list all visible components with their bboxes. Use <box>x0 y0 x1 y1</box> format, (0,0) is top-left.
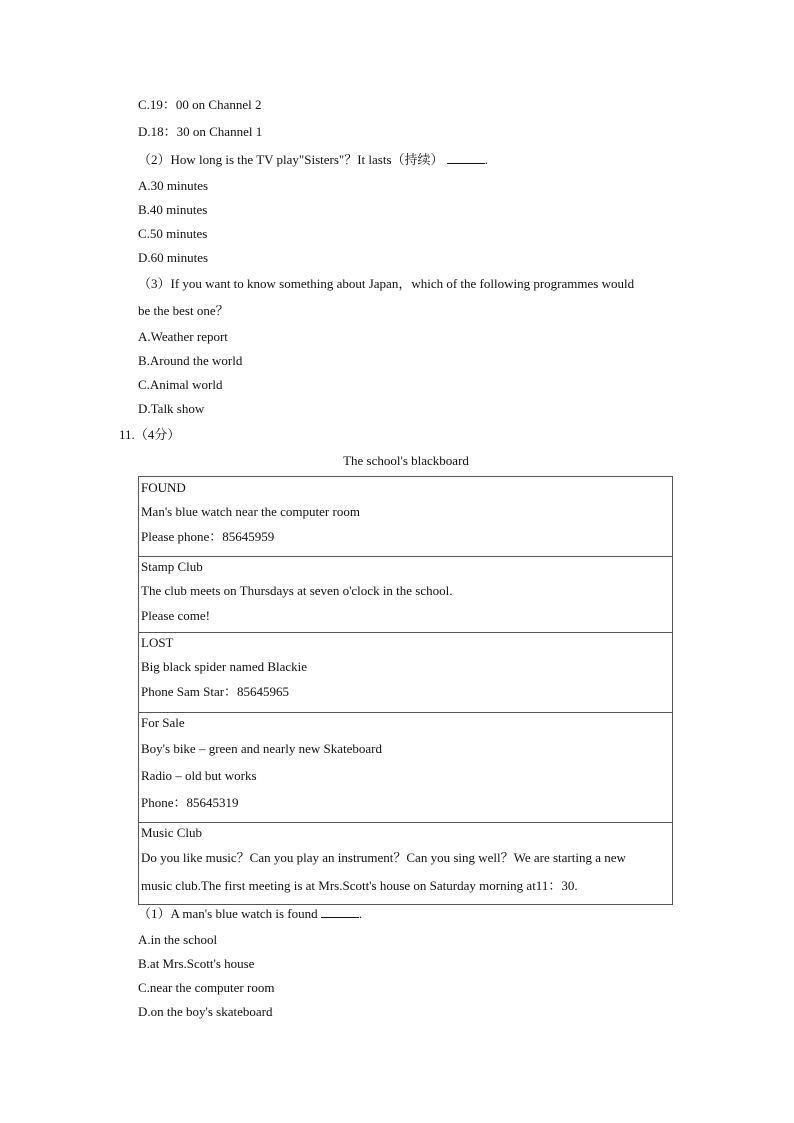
q10-sub2-option-c: C.50 minutes <box>138 226 208 241</box>
q10-sub2-stem <box>138 152 488 168</box>
notice-line: Man's blue watch near the computer room <box>141 504 360 519</box>
notice-title: FOUND <box>141 480 186 495</box>
q10-sub1-option-c: C.19：00 on Channel 2 <box>138 97 262 112</box>
notice-line: Radio – old but works <box>141 768 257 783</box>
q10-sub2-option-b: B.40 minutes <box>138 202 208 217</box>
notice-stamp-club <box>139 557 672 633</box>
q10-sub1-option-d: D.18：30 on Channel 1 <box>138 124 263 139</box>
q10-sub3-option-b: B.Around the world <box>138 353 243 368</box>
q10-sub3-option-a: A.Weather report <box>138 329 228 344</box>
q10-sub3-option-d: D.Talk show <box>138 401 205 416</box>
notice-found <box>139 477 672 557</box>
q10-sub2-option-d: D.60 minutes <box>138 250 209 265</box>
notice-line: Boy's bike – green and nearly new Skateboard <box>141 741 382 756</box>
notice-for-sale <box>139 713 672 823</box>
notice-line: Please phone：85645959 <box>141 529 275 544</box>
blackboard-table <box>138 476 673 905</box>
q11-number: 11.（4分） <box>119 427 181 442</box>
q11-sub1-stem-text: （1）A man's blue watch is found <box>138 906 318 921</box>
q10-sub3-option-c: C.Animal world <box>138 377 223 392</box>
notice-line: Phone：85645319 <box>141 795 239 810</box>
q11-sub1-stem <box>138 906 362 922</box>
q11-sub1-option-d: D.on the boy's skateboard <box>138 1004 273 1019</box>
notice-lost <box>139 633 672 713</box>
q10-sub2-option-a: A.30 minutes <box>138 178 209 193</box>
q11-sub1-option-b: B.at Mrs.Scott's house <box>138 956 255 971</box>
q11-sub1-option-a: A.in the school <box>138 932 218 947</box>
notice-line: music club.The first meeting is at Mrs.Scott's house on Saturday morning at11：30. <box>141 878 578 893</box>
q11-sub1-option-c: C.near the computer room <box>138 980 275 995</box>
notice-title: LOST <box>141 635 174 650</box>
answer-blank <box>447 152 485 164</box>
notice-music-club <box>139 823 672 904</box>
notice-line: Please come! <box>141 608 210 623</box>
notice-line: The club meets on Thursdays at seven o'clock in the school. <box>141 583 453 598</box>
notice-title: For Sale <box>141 715 185 730</box>
notice-line: Big black spider named Blackie <box>141 659 308 674</box>
notice-title: Stamp Club <box>141 559 203 574</box>
q10-sub2-stem-end: . <box>484 152 489 167</box>
answer-blank <box>321 906 359 918</box>
q10-sub2-stem-text: （2）How long is the TV play"Sisters"？It lasts（持续） <box>138 152 444 167</box>
q10-sub3-stem-line1: （3）If you want to know something about Japan，which of the following programmes would <box>138 276 635 291</box>
notice-line: Phone Sam Star：85645965 <box>141 684 290 699</box>
notice-title: Music Club <box>141 825 203 840</box>
q11-sub1-stem-end: . <box>358 906 363 921</box>
q10-sub3-stem-line2: be the best one？ <box>138 303 229 318</box>
notice-line: Do you like music？Can you play an instrument？Can you sing well？We are starting a new <box>141 850 626 865</box>
blackboard-caption: The school's blackboard <box>343 453 469 468</box>
